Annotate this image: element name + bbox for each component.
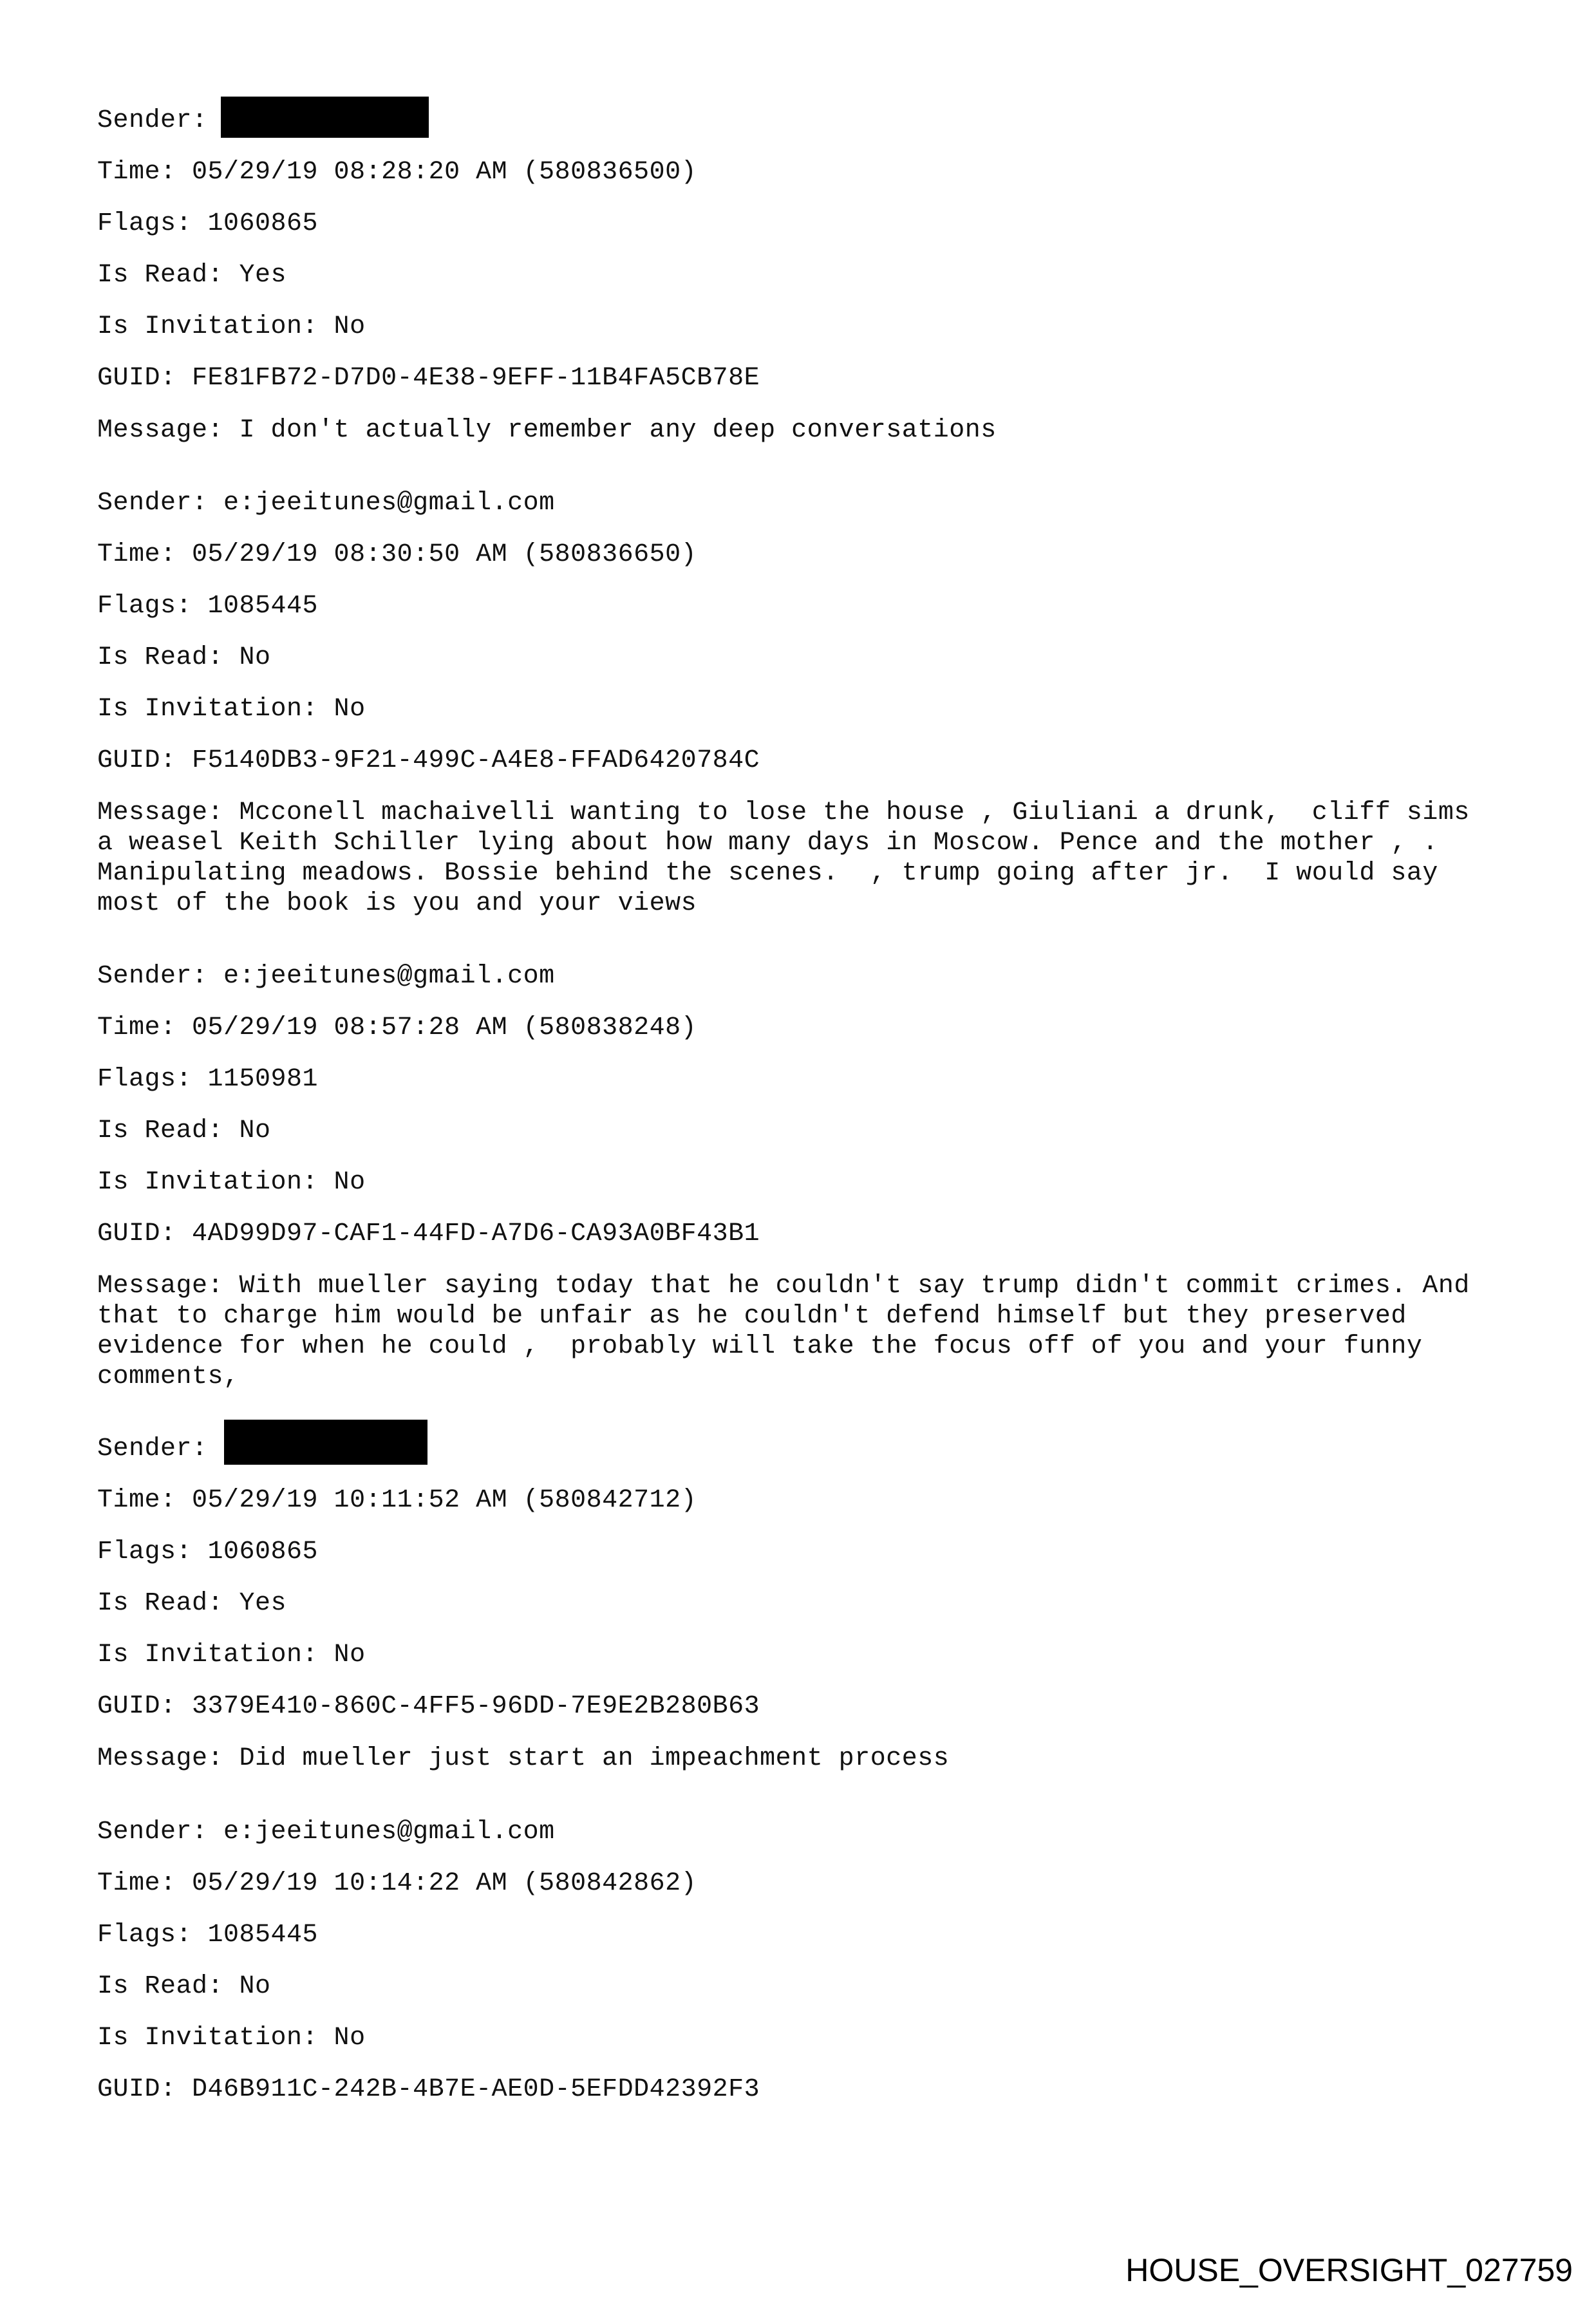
is-invitation-line: Is Invitation: No — [97, 2024, 366, 2053]
is-read-line: Is Read: No — [97, 1972, 271, 2001]
flags-line: Flags: 1060865 — [97, 1537, 319, 1566]
sender-line: Sender: e:jeeitunes@gmail.com — [97, 962, 555, 991]
sender-line: Sender: — [97, 106, 208, 135]
redaction-box — [221, 97, 429, 138]
guid-line: GUID: FE81FB72-D7D0-4E38-9EFF-11B4FA5CB78E — [97, 364, 760, 393]
bates-number: HOUSE_OVERSIGHT_027759 — [1125, 2252, 1573, 2288]
time-line: Time: 05/29/19 08:30:50 AM (580836650) — [97, 540, 697, 569]
guid-line: GUID: D46B911C-242B-4B7E-AE0D-5EFDD42392F3 — [97, 2075, 760, 2104]
is-read-line: Is Read: No — [97, 643, 271, 672]
is-invitation-line: Is Invitation: No — [97, 695, 366, 724]
message-text: Message: I don't actually remember any deep conversations — [97, 416, 997, 445]
flags-line: Flags: 1085445 — [97, 1921, 319, 1950]
is-read-line: Is Read: Yes — [97, 1589, 287, 1618]
is-invitation-line: Is Invitation: No — [97, 1640, 366, 1669]
is-read-line: Is Read: Yes — [97, 261, 287, 290]
guid-line: GUID: 3379E410-860C-4FF5-96DD-7E9E2B280B63 — [97, 1692, 760, 1721]
time-line: Time: 05/29/19 08:28:20 AM (580836500) — [97, 158, 697, 187]
flags-line: Flags: 1150981 — [97, 1065, 319, 1094]
redaction-box — [224, 1420, 427, 1465]
guid-line: GUID: F5140DB3-9F21-499C-A4E8-FFAD6420784C — [97, 746, 760, 775]
time-line: Time: 05/29/19 10:14:22 AM (580842862) — [97, 1869, 697, 1898]
guid-line: GUID: 4AD99D97-CAF1-44FD-A7D6-CA93A0BF43B1 — [97, 1219, 760, 1248]
sender-line: Sender: e:jeeitunes@gmail.com — [97, 489, 555, 518]
time-line: Time: 05/29/19 08:57:28 AM (580838248) — [97, 1013, 697, 1042]
is-invitation-line: Is Invitation: No — [97, 1168, 366, 1197]
message-text: Message: With mueller saying today that he couldn't say trump didn't commit crimes. And that to charge him would be unfair as he couldn't defend himself but they preserved evidence for when he could , probably will take the focus off of you and your funny comments, — [97, 1272, 1470, 1391]
sender-line: Sender: e:jeeitunes@gmail.com — [97, 1818, 555, 1847]
message-text: Message: Mcconell machaivelli wanting to lose the house , Giuliani a drunk, cliff sims a weasel Keith Schiller lying about how many days in Moscow. Pence and the mother , . Manipulating meadows. Bossie behind the scenes. , trump going after jr. I would say most of the book is you and your views — [97, 798, 1470, 918]
is-read-line: Is Read: No — [97, 1116, 271, 1145]
message-text: Message: Did mueller just start an impeachment process — [97, 1744, 950, 1773]
time-line: Time: 05/29/19 10:11:52 AM (580842712) — [97, 1486, 697, 1515]
sender-line: Sender: — [97, 1434, 208, 1463]
flags-line: Flags: 1085445 — [97, 592, 319, 621]
is-invitation-line: Is Invitation: No — [97, 312, 366, 341]
flags-line: Flags: 1060865 — [97, 209, 319, 238]
